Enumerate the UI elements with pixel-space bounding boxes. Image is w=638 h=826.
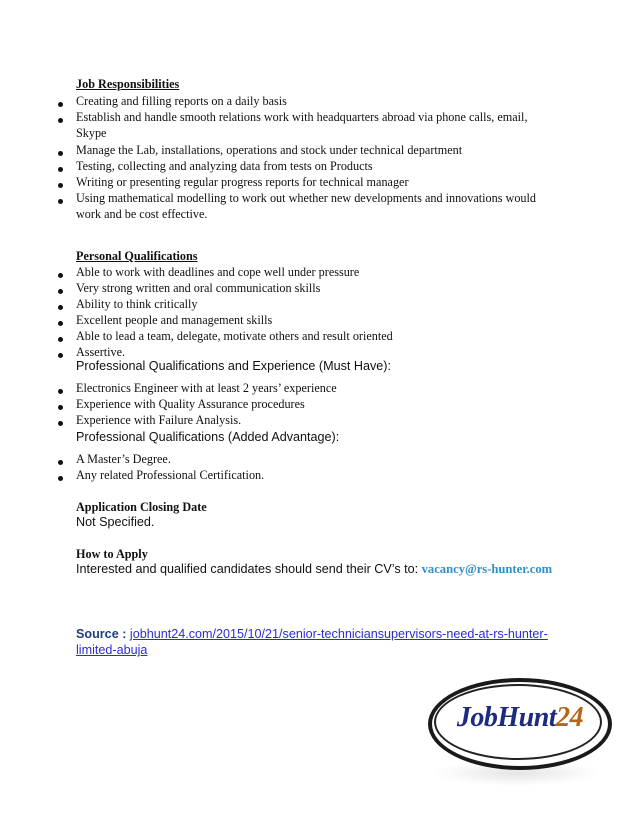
personal-qualifications-heading: Personal Qualifications	[76, 249, 198, 263]
jobhunt24-logo	[428, 678, 608, 766]
closing-date-heading: Application Closing Date	[76, 500, 207, 514]
bullet-icon	[58, 102, 63, 107]
list-item-text: Manage the Lab, installations, operations and stock under technical department	[76, 143, 463, 157]
logo-text-main: JobHunt	[456, 702, 557, 733]
professional-added-heading: Professional Qualifications (Added Advantage):	[76, 430, 340, 444]
logo-text-number: 24	[556, 702, 584, 733]
bullet-icon	[58, 289, 63, 294]
list-item-text: Any related Professional Certification.	[76, 468, 265, 482]
bullet-icon	[58, 476, 63, 481]
source-line-2	[76, 643, 147, 657]
list-item-text: Testing, collecting and analyzing data from tests on Products	[76, 159, 373, 173]
bullet-icon	[58, 273, 63, 278]
list-item-text: Electronics Engineer with at least 2 years’ experience	[76, 381, 337, 395]
list-item-text: Writing or presenting regular progress reports for technical manager	[76, 175, 409, 189]
list-item-text: Experience with Failure Analysis.	[76, 413, 242, 427]
bullet-icon	[58, 460, 63, 465]
list-item-text: Using mathematical modelling to work out whether new developments and innovations would	[76, 191, 536, 205]
logo-wordmark	[428, 702, 612, 734]
email-link[interactable]: vacancy@rs-hunter.com	[421, 562, 553, 576]
bullet-icon	[58, 183, 63, 188]
list-item-text: Very strong written and oral communication skills	[76, 281, 321, 295]
bullet-icon	[58, 421, 63, 426]
job-responsibilities-heading: Job Responsibilities	[76, 77, 180, 91]
list-item-text: Able to work with deadlines and cope well under pressure	[76, 265, 360, 279]
list-item-text: Excellent people and management skills	[76, 313, 273, 327]
list-item-text: Establish and handle smooth relations work with headquarters abroad via phone calls, email,	[76, 110, 528, 124]
bullet-icon	[58, 199, 63, 204]
source-link[interactable]: jobhunt24.com/2015/10/21/senior-techniciansupervisors-need-at-rs-hunter-	[129, 627, 548, 641]
bullet-icon	[58, 405, 63, 410]
bullet-icon	[58, 389, 63, 394]
bullet-icon	[58, 305, 63, 310]
list-item-text: Able to lead a team, delegate, motivate others and result oriented	[76, 329, 393, 343]
source-link-continued[interactable]: limited-abuja	[76, 643, 148, 657]
bullet-icon	[58, 337, 63, 342]
closing-date-value: Not Specified.	[76, 515, 155, 529]
bullet-icon	[58, 151, 63, 156]
bullet-icon	[58, 167, 63, 172]
list-item-text: Creating and filling reports on a daily basis	[76, 94, 287, 108]
how-to-apply-heading: How to Apply	[76, 547, 148, 561]
bullet-icon	[58, 321, 63, 326]
list-item-text: Ability to think critically	[76, 297, 198, 311]
professional-must-heading: Professional Qualifications and Experience (Must Have):	[76, 359, 391, 373]
list-item-text-cont: Skype	[76, 126, 107, 140]
list-item-text: Assertive.	[76, 345, 126, 359]
how-to-apply-instructions: Interested and qualified candidates should send their CV’s to:	[76, 562, 419, 576]
list-item-text: Experience with Quality Assurance procedures	[76, 397, 305, 411]
list-item-text: A Master’s Degree.	[76, 452, 171, 466]
source-label: Source :	[76, 627, 127, 641]
how-to-apply-text	[76, 562, 552, 577]
bullet-icon	[58, 353, 63, 358]
source-line	[76, 627, 548, 641]
bullet-icon	[58, 118, 63, 123]
list-item-text-cont: work and be cost effective.	[76, 207, 208, 221]
